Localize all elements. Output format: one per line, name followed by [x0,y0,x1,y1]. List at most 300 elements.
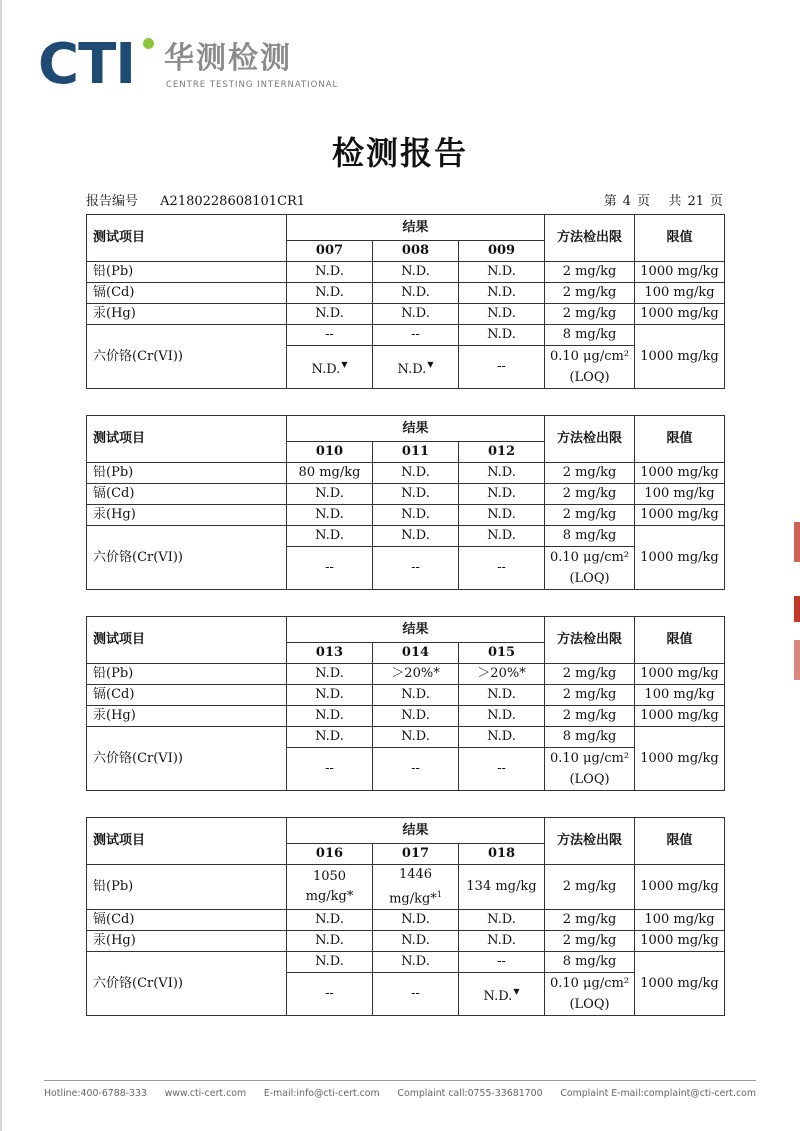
cell-text: N.D. [487,327,516,342]
cell-text: N.D. [401,528,430,543]
sample-id [459,844,545,865]
table-cell [373,727,459,748]
item-name [87,664,287,685]
item-name-text: 镉(Cd) [93,486,135,501]
cell-text: 8 mg/kg [562,954,617,970]
table-cell [459,346,545,389]
cell-text: N.D. [315,912,344,928]
cell-text: N.D. [483,988,513,1004]
table-cell [635,325,725,389]
cell-text: N.D. [401,729,430,744]
table-row-crvi-1 [87,325,725,346]
side-stamp-mark [794,522,800,562]
cell-text: 1000 mg/kg [640,666,719,681]
cell-text: 0.10 μg/cm² [549,976,630,992]
footer-divider [44,1080,756,1081]
header-item-label: 测试项目 [93,431,146,446]
table-cell [635,484,725,505]
table-cell [545,547,635,590]
header-item-label: 测试项目 [93,632,146,647]
cell-text: N.D. [487,528,516,543]
item-name-text: 铅(Pb) [93,264,134,279]
table-cell [545,706,635,727]
table-row [87,484,725,505]
item-name [87,706,287,727]
sample-id-text: 008 [401,243,430,258]
cell-text: N.D. [315,729,344,744]
table-cell [635,952,725,1016]
cell-text: 1446 [398,867,433,882]
table-cell [459,283,545,304]
table-cell [635,931,725,952]
cell-text: 100 mg/kg [644,912,715,928]
cell-text: 100 mg/kg [644,687,715,702]
cell-text: 1050 [312,869,347,885]
item-name-text: 六价铬(Cr(VI)) [93,975,183,991]
table-cell [545,505,635,526]
table-cell [459,526,545,547]
cell-text: 100 mg/kg [644,285,715,300]
header-limit-label: 限值 [666,431,693,446]
table-cell [287,706,373,727]
cell-text: -- [325,986,334,1002]
table-cell [373,547,459,590]
sample-id [373,241,459,262]
sample-id-text: 013 [315,645,344,660]
table-cell [287,727,373,748]
sample-id-text: 010 [315,444,344,459]
cell-text: 2 mg/kg [562,912,617,928]
table-cell [635,706,725,727]
table-row [87,931,725,952]
table-cell [373,952,459,973]
cell-text: N.D. [315,933,344,949]
report-number-label: 报告编号 [86,194,139,209]
header-mdl [545,215,635,262]
item-name [87,325,287,389]
cell-text: 1000 mg/kg [640,465,719,480]
table-cell [287,931,373,952]
table-cell [373,748,459,791]
cell-text: N.D. [487,933,516,949]
table-cell [459,910,545,931]
cell-text: N.D. [315,687,344,702]
table-row-crvi-1 [87,727,725,748]
cell-text: -- [497,954,506,970]
table-cell [287,484,373,505]
table-cell [545,304,635,325]
table-cell [287,910,373,931]
cell-text: N.D. [315,954,344,970]
cell-text: -- [411,986,420,1002]
header-result-label: 结果 [402,822,429,838]
header-mdl-label: 方法检出限 [557,833,623,848]
page-prefix: 第 [603,194,617,209]
table-cell [545,865,635,910]
table-row [87,865,725,910]
cell-text: (LOQ) [569,772,610,787]
header-result-label: 结果 [402,621,429,637]
table-cell [373,262,459,283]
table-cell [287,262,373,283]
table-cell [459,685,545,706]
cell-text: 1000 mg/kg [640,507,719,522]
sample-id [373,844,459,865]
cell-text: N.D. [487,507,516,522]
header-mdl-label: 方法检出限 [557,230,623,245]
cell-text: 2 mg/kg [562,879,617,895]
cell-text: 1000 mg/kg [640,933,719,949]
table-cell [545,973,635,1016]
table-cell [373,304,459,325]
item-name [87,685,287,706]
table-row [87,706,725,727]
cell-text: 8 mg/kg [562,729,617,744]
cell-text: -- [325,327,334,342]
cell-text: N.D. [401,465,430,480]
table-header-row [87,617,725,643]
table-cell [287,526,373,547]
table-cell [545,526,635,547]
item-name [87,304,287,325]
table-row [87,463,725,484]
table-header-row [87,416,725,442]
item-name [87,727,287,791]
sample-id-text: 009 [487,243,516,258]
item-name [87,952,287,1016]
table-cell [459,547,545,590]
cell-text: N.D. [315,486,344,501]
footer-hotline: Hotline:400-6788-333 [44,1088,147,1099]
table-cell [373,865,459,910]
table-row [87,283,725,304]
logo-dot-icon [143,38,154,49]
table-cell [459,664,545,685]
table-header-row [87,818,725,844]
item-name-text: 镉(Cd) [93,687,135,702]
cell-text: N.D. [487,687,516,702]
table-row [87,664,725,685]
item-name-text: 汞(Hg) [93,306,136,321]
header-result-label: 结果 [402,219,429,235]
cell-text: -- [411,327,420,342]
cell-text: -- [497,359,506,374]
table-cell [373,325,459,346]
cell-text: 2 mg/kg [562,708,617,723]
table-cell [635,283,725,304]
item-name [87,484,287,505]
table-cell [287,283,373,304]
cell-text: 2 mg/kg [562,933,617,949]
table-cell [373,910,459,931]
cell-text: 0.10 μg/cm² [549,349,630,364]
cell-text: N.D. [487,729,516,744]
cell-text: 2 mg/kg [562,264,617,279]
side-stamp-mark [794,596,800,622]
header-item-label: 测试项目 [93,230,146,245]
cell-text: N.D. [487,465,516,480]
footer-email: E-mail:info@cti-cert.com [263,1088,380,1099]
table-cell [545,346,635,389]
cell-text: N.D. [401,507,430,522]
table-header-row [87,215,725,241]
cell-text: 2 mg/kg [562,465,617,480]
table-cell [545,262,635,283]
header-item-label: 测试项目 [93,833,146,848]
table-cell [635,526,725,590]
cell-text: 8 mg/kg [562,528,617,543]
cell-text: N.D. [315,306,344,321]
cell-text: N.D. [315,285,344,300]
table-cell [373,685,459,706]
header-limit [635,818,725,865]
table-cell [635,685,725,706]
cell-text: 1000 mg/kg [640,306,719,321]
header-limit [635,617,725,664]
cell-text: N.D. [401,954,430,970]
results-table [86,616,725,791]
table-cell [545,664,635,685]
table-cell [545,931,635,952]
total-pages: 21 [687,194,704,209]
table-cell [287,547,373,590]
logo-cti-text: CTI [38,32,136,97]
header-limit [635,215,725,262]
sample-id [373,643,459,664]
item-name [87,283,287,304]
table-cell [459,748,545,791]
cell-text: -- [325,761,334,776]
sample-id-text: 015 [487,645,516,660]
table-cell [635,262,725,283]
sample-id [287,241,373,262]
table-row [87,910,725,931]
cell-text: -- [325,560,334,575]
header-result-label: 结果 [402,420,429,436]
header-item [87,215,287,262]
cell-text: N.D. [315,666,344,681]
item-name-text: 六价铬(Cr(VI)) [93,348,183,364]
header-limit [635,416,725,463]
cell-text: 0.10 μg/cm² [549,550,630,565]
item-name-text: 铅(Pb) [93,879,134,895]
total-prefix: 共 [668,194,682,209]
item-name-text: 铅(Pb) [93,666,134,681]
cell-text: (LOQ) [569,571,610,586]
item-name-text: 铅(Pb) [93,465,134,480]
header-result [287,215,545,241]
cell-text: N.D. [401,306,430,321]
table-row [87,262,725,283]
header-limit-label: 限值 [666,833,693,848]
marker-triangle-icon: ▼ [341,359,348,369]
header-item [87,617,287,664]
table-cell [373,664,459,685]
item-name-text: 六价铬(Cr(VI)) [93,750,183,766]
sample-id [287,844,373,865]
cell-text: N.D. [315,708,344,723]
table-cell [459,727,545,748]
item-name-text: 汞(Hg) [93,933,136,949]
table-cell [373,484,459,505]
table-cell [287,973,373,1016]
header-limit-label: 限值 [666,632,693,647]
header-mdl-label: 方法检出限 [557,431,623,446]
table-cell [635,304,725,325]
header-item [87,416,287,463]
table-cell [545,685,635,706]
cell-text: N.D. [487,912,516,928]
logo-english-name: CENTRE TESTING INTERNATIONAL [166,80,339,90]
table-cell [459,262,545,283]
table-cell [635,865,725,910]
item-name [87,262,287,283]
header-result [287,818,545,844]
cell-text: 2 mg/kg [562,666,617,681]
cell-text: N.D. [401,486,430,501]
company-logo [38,32,339,97]
item-name-text: 镉(Cd) [93,912,135,928]
table-cell [287,325,373,346]
cell-text: 80 mg/kg [298,465,361,480]
total-suffix: 页 [709,194,723,209]
cell-text: 134 mg/kg [466,879,537,895]
table-cell [545,463,635,484]
table-row [87,505,725,526]
cell-text: N.D. [315,264,344,279]
table-cell [287,865,373,910]
cell-text: N.D. [487,486,516,501]
sample-id-text: 017 [401,846,430,861]
cell-text: N.D. [397,361,427,377]
table-row [87,685,725,706]
table-cell [459,931,545,952]
cell-text: 1000 mg/kg [640,879,719,895]
table-cell [373,526,459,547]
cell-text: N.D. [401,264,430,279]
header-mdl [545,818,635,865]
table-cell [373,505,459,526]
sample-id [459,643,545,664]
page-suffix: 页 [637,194,651,209]
header-limit-label: 限值 [666,230,693,245]
table-cell [287,685,373,706]
cell-text: N.D. [311,361,341,377]
table-row [87,304,725,325]
header-mdl [545,617,635,664]
header-item [87,818,287,865]
side-stamp-mark [794,640,800,680]
results-table [86,415,725,590]
table-cell [287,748,373,791]
cell-text: -- [411,560,420,575]
table-cell [545,748,635,791]
cell-text: 1000 mg/kg [640,975,719,991]
cell-text: (LOQ) [569,370,610,385]
table-cell [373,463,459,484]
sample-id [287,643,373,664]
table-cell [635,505,725,526]
cell-text: N.D. [487,264,516,279]
table-cell [373,706,459,727]
table-cell [545,484,635,505]
cell-text: N.D. [315,528,344,543]
cell-text: (LOQ) [569,997,610,1013]
item-name [87,931,287,952]
cell-text: 1000 mg/kg [640,708,719,723]
sample-id [287,442,373,463]
cell-text: 1000 mg/kg [640,264,719,279]
cell-text: N.D. [315,507,344,522]
page-indicator [601,190,726,209]
table-cell [373,931,459,952]
sample-id-text: 011 [401,444,430,459]
marker-triangle-icon: ▼ [513,986,520,996]
sample-id [459,241,545,262]
header-mdl-label: 方法检出限 [557,632,623,647]
results-table [86,214,725,389]
sample-id-text: 016 [315,846,344,861]
table-cell [459,952,545,973]
table-cell [635,910,725,931]
table-cell [635,463,725,484]
item-name-text: 汞(Hg) [93,507,136,522]
table-cell [373,283,459,304]
table-cell [459,325,545,346]
cell-text: ＞20%* [477,666,526,681]
cell-text: 0.10 μg/cm² [549,751,630,766]
table-cell [545,727,635,748]
logo-chinese-name: 华测检测 [164,41,292,76]
report-number-value: A2180228608101CR1 [160,194,306,209]
cell-text: 2 mg/kg [562,306,617,321]
table-cell [459,973,545,1016]
page-number: 4 [622,194,631,209]
table-cell [545,283,635,304]
table-cell [287,664,373,685]
table-cell [635,727,725,791]
header-mdl [545,416,635,463]
footer-complaint-call: Complaint call:0755-33681700 [397,1088,543,1099]
table-row-crvi-1 [87,952,725,973]
sample-id-text: 012 [487,444,516,459]
footnote-mark: 1 [436,890,442,899]
header-result [287,416,545,442]
cell-text: 2 mg/kg [562,285,617,300]
cell-text: N.D. [401,933,430,949]
sample-id-text: 018 [487,846,516,861]
sample-id-text: 014 [401,645,430,660]
table-cell [459,304,545,325]
results-table [86,817,725,1016]
table-cell [635,664,725,685]
cell-text: 1000 mg/kg [640,348,719,364]
cell-text: -- [497,761,506,776]
table-cell [287,346,373,389]
report-number [86,190,305,209]
item-name [87,910,287,931]
item-name-text: 汞(Hg) [93,708,136,723]
cell-text: N.D. [487,306,516,321]
table-cell [373,973,459,1016]
table-cell [373,346,459,389]
item-name [87,865,287,910]
table-cell [459,484,545,505]
cell-text: 1000 mg/kg [640,750,719,766]
item-name [87,505,287,526]
table-cell [545,910,635,931]
cell-text: ＞20%* [391,666,440,681]
